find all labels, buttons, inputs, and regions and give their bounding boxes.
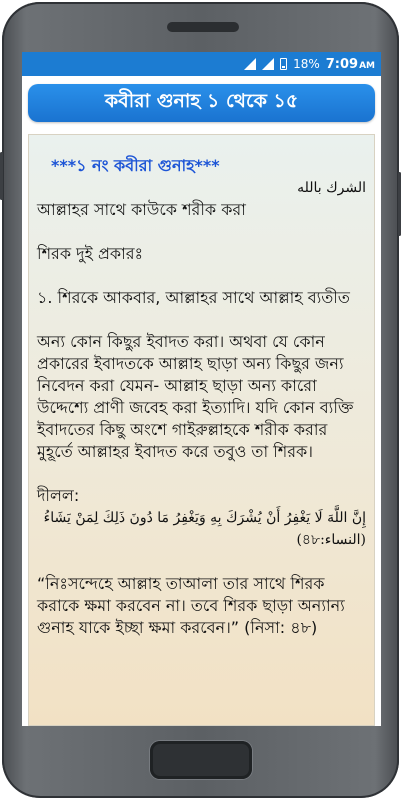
arabic-title: الشرك بالله [297,180,366,196]
article-content[interactable] [28,134,375,726]
wifi-signal-icon [244,58,256,70]
status-bar [22,52,381,76]
phone-speaker [167,22,239,32]
phone-side-button-right [398,172,401,236]
page-title: কবীরা গুনাহ ১ থেকে ১৫ [104,90,299,112]
page-title-bar [28,84,375,122]
line-definition: আল্লাহর সাথে কাউকে শরীক করা [37,200,246,219]
evidence-label: দীলল: [37,486,80,505]
home-button[interactable] [150,741,252,779]
verse-translation: “নিঃসন্দেহে আল্লাহ তাআলা তার সাথে শিরক করাকে ক্ষমা করবেন না। তবে শিরক ছাড়া অন্যান্য গুনাহ যাকে ইচ্ছা ক্ষমা করবেন।” (নিসা: ৪৮) [37,574,345,637]
paragraph-explanation: অন্য কোন কিছুর ইবাদত করা। অথবা যে কোন প্রকারের ইবাদতকে আল্লাহ ছাড়া অন্য কিছুর জন্য নিবেদন করা যেমন- আল্লাহ ছাড়া অন্য কারো উদ্দেশ্যে প্রাণী জবেহ করা ইত্যাদি। যদি কোন ব্যক্তি ইবাদতের কিছু অংশে গাইরুল্লাহকে শরীক করার মুহূর্তে আল্লাহর ইবাদত করে তবুও তা শিরক। [37,332,354,461]
phone-side-button-left [0,152,3,200]
clock-time: 7:09 [325,56,359,72]
clock-ampm: AM [359,60,375,71]
cell-signal-icon [262,58,274,70]
phone-screen [22,52,381,726]
line-type-one: ১. শিরকে আকবার, আল্লাহর সাথে আল্লাহ ব্যতীত [37,288,350,307]
clock [326,57,375,72]
battery-percent: 18% [293,57,320,71]
battery-icon [280,58,287,70]
arabic-verse: إِنَّ اللَّهَ لَا يَغْفِرُ أَنْ يُشْرَكَ بِهِ وَيَغْفِرُ مَا دُونَ ذَلِكَ لِمَنْ يَشَاءُ (النساء:৪৮) [43,510,366,548]
article-heading: ***১ নং কবীরা গুনাহ*** [51,156,220,175]
line-types: শিরক দুই প্রকারঃ [37,244,144,263]
